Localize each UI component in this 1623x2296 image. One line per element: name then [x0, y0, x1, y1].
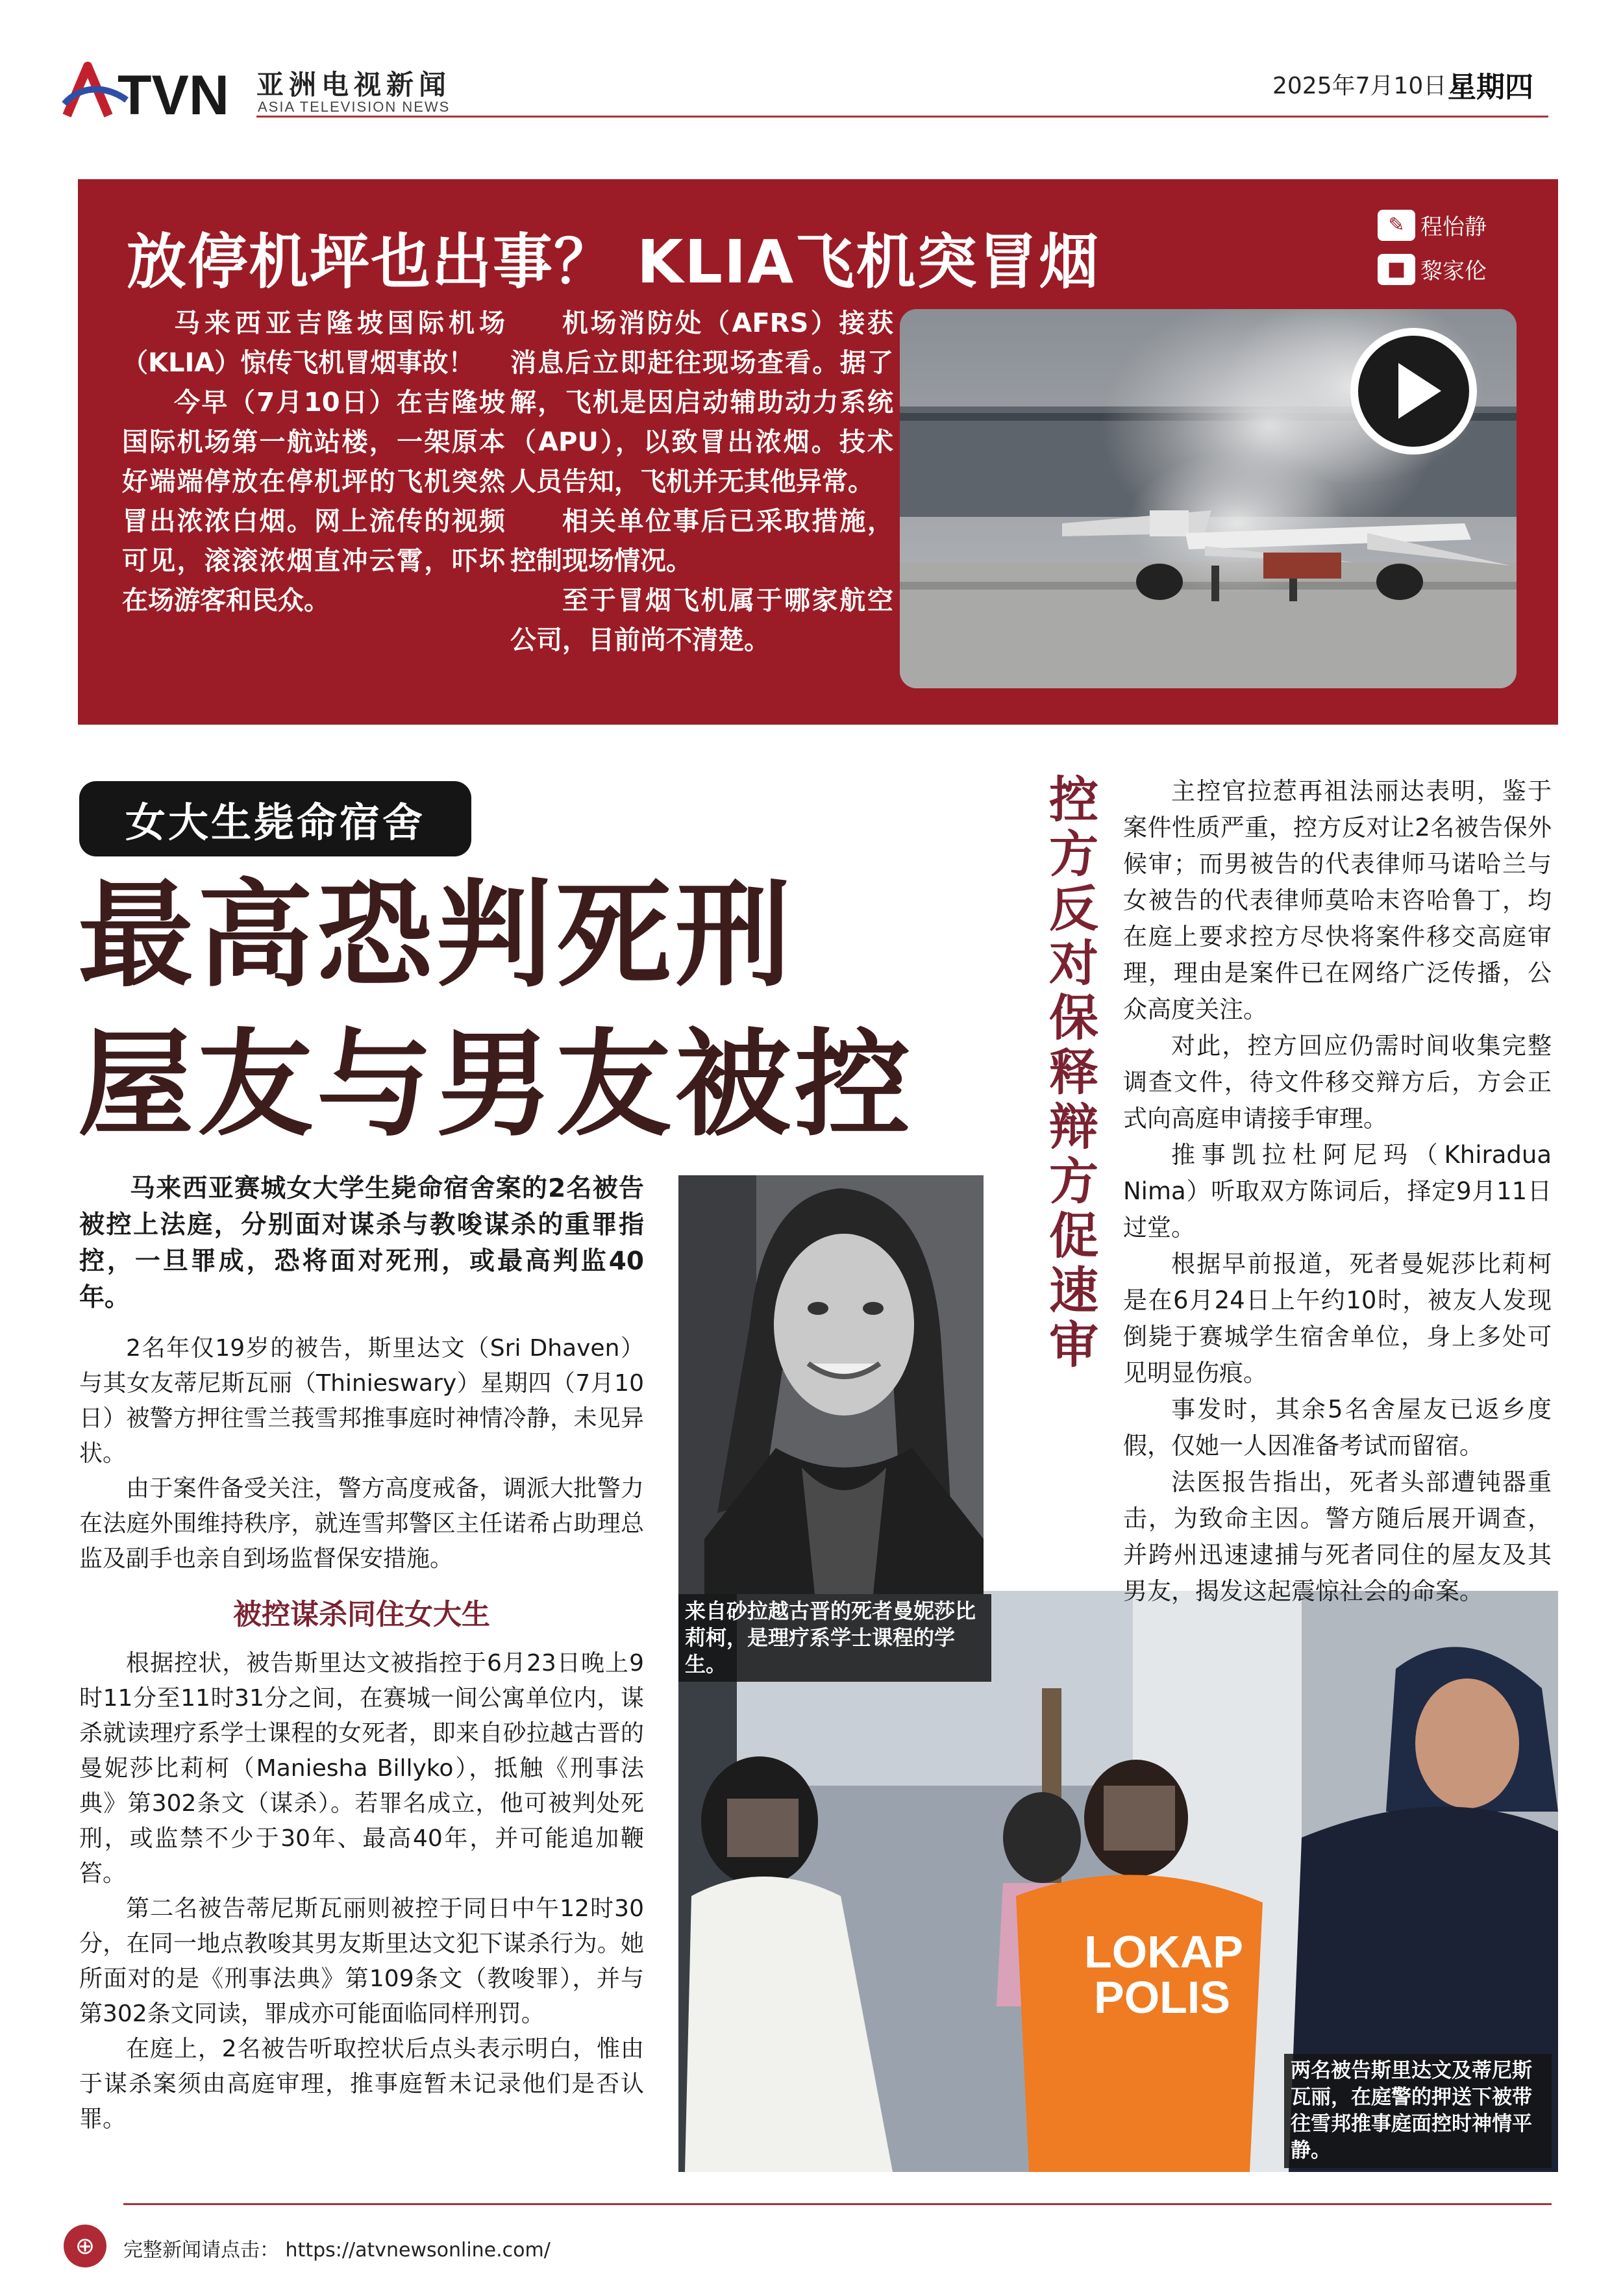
side-paragraph: 对此，控方回应仍需时间收集完整调查文件，待文件移交辩方后，方会正式向高庭申请接手审理。 [1123, 1032, 1552, 1132]
side-paragraph: 主控官拉惹再祖法丽达表明，鉴于案件性质严重，控方反对让2名被告保外候审；而男被告的代表律师马诺哈兰与女被告的代表律师莫哈末咨哈鲁丁，均在庭上要求控方尽快将案件移交高庭审理，理由是案件已在网络广泛传播，公众高度关注。 [1123, 777, 1552, 1023]
victim-portrait-photo [678, 1175, 984, 1594]
polis-text: POLIS [1094, 1972, 1231, 2023]
brand-name-cn: 亚洲电视新闻 [256, 69, 452, 101]
footer-label: 完整新闻请点击： [123, 2239, 279, 2262]
side-paragraph: 根据早前报道，死者曼妮莎比莉柯是在6月24日上午约10时，被友人发现倒毙于赛城学生宿舍单位，身上多处可见明显伤痕。 [1123, 1250, 1552, 1387]
header-divider [256, 116, 1548, 118]
side-paragraph: 推事凯拉杜阿尼玛（Khiradua Nima）听取双方陈词后，择定9月11日过堂。 [1123, 1141, 1552, 1242]
credit-writer [1378, 209, 1487, 241]
article-headline-line-2: 屋友与男友被控 [78, 1017, 914, 1152]
side-paragraph: 事发时，其余5名舍屋友已返乡度假，仅她一人因准备考试而留宿。 [1123, 1395, 1552, 1460]
footer-link-line [123, 2234, 551, 2262]
credit-writer-name: 程怡静 [1420, 214, 1487, 240]
feature-column-2 [510, 304, 893, 660]
feature-paragraph: 相关单位事后已采取措施，控制现场情况。 [510, 506, 893, 576]
court-photo-caption: 两名被告斯里达文及蒂尼斯瓦丽，在庭警的押送下被带往雪邦推事庭面控时神情平静。 [1284, 2054, 1552, 2168]
article-paragraph: 根据控状，被告斯里达文被指控于6月23日晚上9时11分至11时31分之间，在赛城一间公寓单位内，谋杀就读理疗系学士课程的女死者，即来自砂拉越古晋的曼妮莎比莉柯（Maniesha Billyko），抵触《刑事法典》第302条文（谋杀）。若罪名成立，他可被判处死刑，或监禁不少于30年、最高40年，并可能追加鞭笞。 [79, 1650, 644, 1887]
side-article-headline: 控方反对保释 辩方促速审 [1049, 771, 1098, 1374]
feature-paragraph: 今早（7月10日）在吉隆坡国际机场第一航站楼，一架原本好端端停放在停机坪的飞机突然冒出浓浓白烟。网上流传的视频可见，滚滚浓烟直冲云霄，吓坏在场游客和民众。 [122, 388, 505, 616]
article-body-part-2 [79, 1646, 644, 2137]
play-icon [1358, 336, 1469, 447]
feature-paragraph: 至于冒烟飞机属于哪家航空公司，目前尚不清楚。 [510, 586, 893, 655]
lokap-text: LOKAP [1084, 1927, 1243, 1977]
feature-paragraph: 马来西亚吉隆坡国际机场（KLIA）惊传飞机冒烟事故！ [122, 308, 505, 378]
footer-url-link[interactable]: https://atvnewsonline.com/ [285, 2239, 551, 2262]
article-paragraph: 在庭上，2名被告听取控状后点头表示明白，惟由于谋杀案须由高庭审理，推事庭暂未记录他们是否认罪。 [79, 2036, 644, 2132]
article-paragraph: 第二名被告蒂尼斯瓦丽则被控于同日中午12时30分，在同一地点教唆其男友斯里达文犯下谋杀行为。她所面对的是《刑事法典》第109条文（教唆罪），并与第302条文同读，罪成亦可能面临同样刑罚。 [79, 1895, 644, 2027]
atvn-logo [62, 58, 237, 123]
footer-divider [123, 2203, 1552, 2205]
issue-date: 2025年7月10日 [1272, 73, 1447, 99]
play-button[interactable] [1350, 328, 1477, 455]
article-paragraph: 2名年仅19岁的被告，斯里达文（Sri Dhaven）与其女友蒂尼斯瓦丽（Thinieswary）星期四（7月10日）被警方押往雪兰莪雪邦推事庭时神情冷静，未见异状。 [79, 1335, 644, 1467]
feature-paragraph: 机场消防处（AFRS）接获消息后立即赶往现场查看。据了解，飞机是因启动辅助动力系统（APU），以致冒出浓烟。技术人员告知，飞机并无其他异常。 [510, 308, 893, 497]
side-article-body [1123, 773, 1552, 1610]
article-subhead: 被控谋杀同住女大生 [233, 1598, 490, 1631]
svg-text:TVN: TVN [118, 64, 229, 123]
globe-icon: ⊕ [64, 2225, 106, 2267]
issue-weekday: 星期四 [1448, 71, 1533, 104]
pen-icon: ✎ [1378, 210, 1415, 241]
brand-name-en: ASIA TELEVISION NEWS [258, 99, 451, 115]
victim-portrait-image [678, 1175, 984, 1594]
credit-camera [1378, 253, 1487, 285]
side-paragraph: 法医报告指出，死者头部遭钝器重击，为致命主因。警方随后展开调查，并跨州迅速逮捕与死者同住的屋友及其男友，揭发这起震惊社会的命案。 [1123, 1468, 1552, 1605]
victim-photo-caption: 来自砂拉越古晋的死者曼妮莎比莉柯，是理疗系学士课程的学生。 [678, 1594, 991, 1682]
feature-column-1 [122, 304, 505, 621]
feature-headline: 放停机坪也出事？ KLIA飞机突冒烟 [127, 227, 1100, 297]
camera-icon: ■ [1378, 254, 1415, 285]
article-headline-line-1: 最高恐判死刑 [78, 868, 795, 1003]
article-kicker: 女大生毙命宿舍 [79, 781, 471, 856]
credit-camera-name: 黎家伦 [1420, 258, 1487, 284]
article-lead: 马来西亚赛城女大学生毙命宿舍案的2名被告被控上法庭，分别面对谋杀与教唆谋杀的重罪指控，一旦罪成，恐将面对死刑，或最高判监40年。 [79, 1174, 644, 1312]
article-paragraph: 由于案件备受关注，警方高度戒备，调派大批警力在法庭外围维持秩序，就连雪邦警区主任诺希占助理总监及副手也亲自到场监督保安措施。 [79, 1475, 644, 1572]
article-body-part-1 [79, 1331, 644, 1577]
